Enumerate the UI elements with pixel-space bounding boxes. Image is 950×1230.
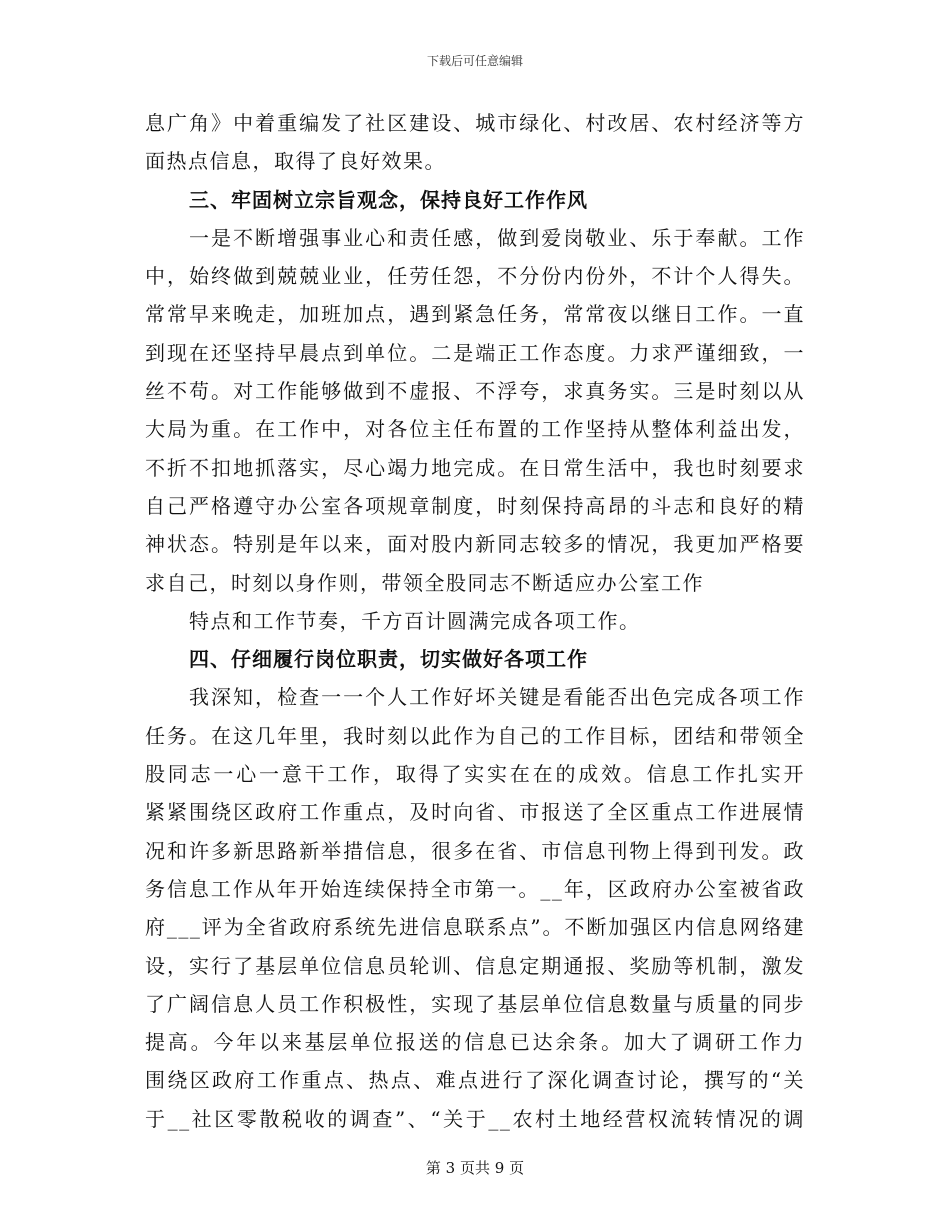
paragraph-line: 了广阔信息人员工作积极性，实现了基层单位信息数量与质量的同步 (145, 991, 805, 1016)
paragraph-line: 到现在还坚持早晨点到单位。二是端正工作态度。力求严谨细致，一 (145, 340, 805, 365)
paragraph-line: 中，始终做到兢兢业业，任劳任怨，不分份内份外，不计个人得失。 (145, 264, 805, 289)
paragraph-line: 紧紧围绕区政府工作重点，及时向省、市报送了全区重点工作进展情 (145, 800, 805, 825)
paragraph-line: 神状态。特别是年以来，面对股内新同志较多的情况，我更加严格要 (145, 532, 805, 557)
document-body (145, 104, 805, 1138)
paragraph-line: 于__社区零散税收的调查”、“关于__农村土地经营权流转情况的调 (145, 1106, 805, 1131)
page-header-note: 下载后可任意编辑 (426, 54, 523, 68)
paragraph-line: 府___评为全省政府系统先进信息联系点”。不断加强区内信息网络建 (145, 915, 805, 940)
section-heading: 四、仔细履行岗位职责，切实做好各项工作 (189, 647, 588, 672)
paragraph-line: 丝不苟。对工作能够做到不虚报、不浮夸，求真务实。三是时刻以从 (145, 379, 805, 404)
paragraph-line: 不折不扣地抓落实，尽心竭力地完成。在日常生活中，我也时刻要求 (145, 455, 805, 480)
paragraph-line: 面热点信息，取得了良好效果。 (145, 149, 446, 174)
paragraph-line: 特点和工作节奏，千方百计圆满完成各项工作。 (189, 608, 641, 633)
paragraph-line: 围绕区政府工作重点、热点、难点进行了深化调查讨论，撰写的“关 (145, 1068, 805, 1093)
paragraph-line: 务信息工作从年开始连续保持全市第一。__年，区政府办公室被省政 (145, 876, 805, 901)
paragraph-line: 大局为重。在工作中，对各位主任布置的工作坚持从整体利益出发， (145, 417, 805, 442)
page-number: 第 3 页共 9 页 (425, 1159, 525, 1177)
paragraph-line: 股同志一心一意干工作，取得了实实在在的成效。信息工作扎实开 (145, 762, 805, 787)
paragraph-line: 我深知，检查一一个人工作好坏关键是看能否出色完成各项工作 (189, 685, 805, 710)
paragraph-line: 自己严格遵守办公室各项规章制度，时刻保持高昂的斗志和良好的精 (145, 493, 805, 518)
paragraph-line: 求自己，时刻以身作则，带领全股同志不断适应办公室工作 (145, 570, 704, 595)
paragraph-line: 息广角》中着重编发了社区建设、城市绿化、村改居、农村经济等方 (145, 111, 805, 135)
paragraph-line: 提高。今年以来基层单位报送的信息已达余条。加大了调研工作力 (145, 1030, 805, 1055)
paragraph-line: 况和许多新思路新举措信息，很多在省、市信息刊物上得到刊发。政 (145, 838, 805, 863)
paragraph-line: 任务。在这几年里，我时刻以此作为自己的工作目标，团结和带领全 (145, 723, 805, 748)
paragraph-line: 一是不断增强事业心和责任感，做到爱岗敬业、乐于奉献。工作 (189, 225, 805, 250)
paragraph-line: 设，实行了基层单位信息员轮训、信息定期通报、奖励等机制，激发 (145, 953, 805, 978)
section-heading: 三、牢固树立宗旨观念，保持良好工作作风 (189, 187, 588, 212)
paragraph-line: 常常早来晚走，加班加点，遇到紧急任务，常常夜以继日工作。一直 (145, 302, 805, 327)
